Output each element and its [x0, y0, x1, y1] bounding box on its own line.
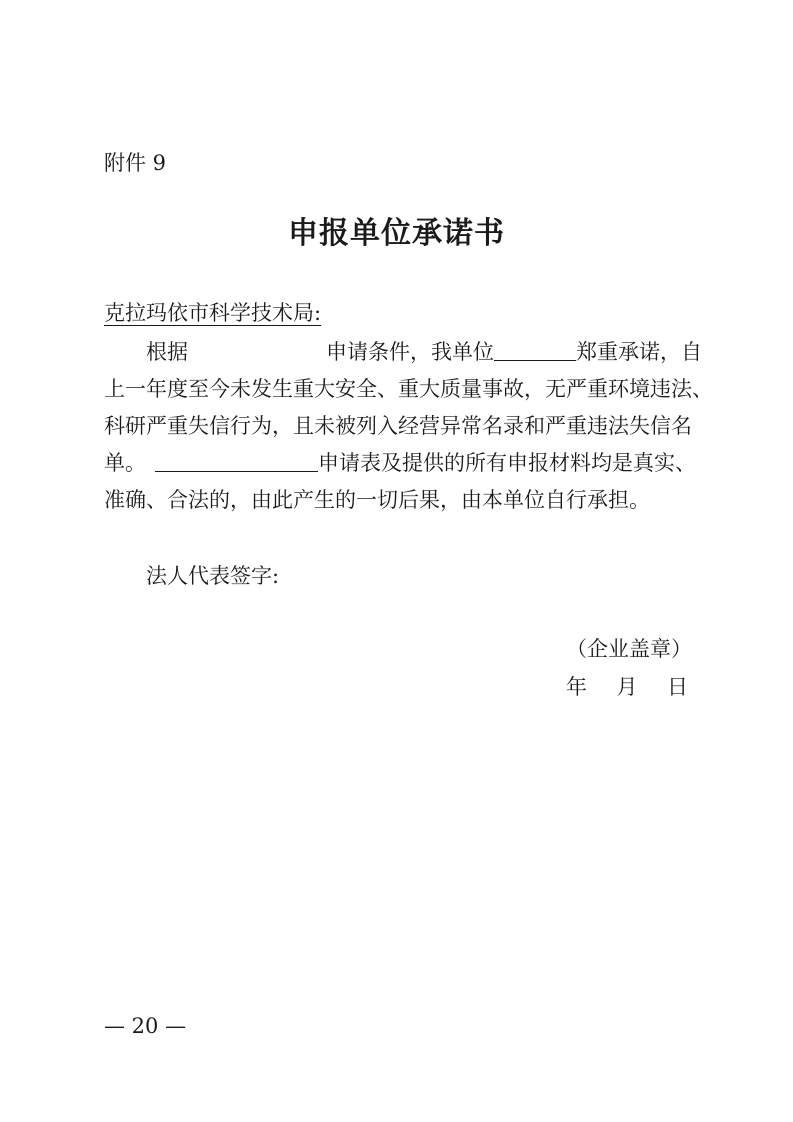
body-line-1-start: 根据 [146, 340, 188, 364]
date-month: 月 [616, 675, 638, 699]
application-name-blank [155, 449, 318, 472]
page-number: — 20 — [104, 1014, 187, 1038]
date-day: 日 [667, 675, 688, 699]
body-line-4 [104, 447, 696, 479]
body-line-4-start: 单。 [104, 451, 146, 475]
company-seal-label: （企业盖章） [566, 637, 692, 661]
unit-name-blank [494, 338, 576, 361]
body-line-1 [146, 336, 702, 368]
date-row [566, 671, 688, 703]
body-line-5: 准确、合法的，由此产生的一切后果，由本单位自行承担。 [104, 488, 650, 512]
body-line-1-middle: 申请条件，我单位 [326, 340, 494, 364]
body-line-2: 上一年度至今未发生重大安全、重大质量事故，无严重环境违法、 [104, 377, 713, 401]
legal-representative-signature-label: 法人代表签字: [146, 564, 280, 588]
date-year: 年 [566, 675, 587, 699]
addressee: 克拉玛依市科学技术局: [104, 301, 322, 325]
body-line-3: 科研严重失信行为，且未被列入经营异常名录和严重违法失信名 [104, 414, 692, 438]
body-line-4-end: 申请表及提供的所有申报材料均是真实、 [318, 451, 696, 475]
document-title: 申报单位承诺书 [288, 216, 505, 251]
body-line-1-end: 郑重承诺，自 [576, 340, 702, 364]
attachment-label: 附件 9 [104, 151, 167, 175]
